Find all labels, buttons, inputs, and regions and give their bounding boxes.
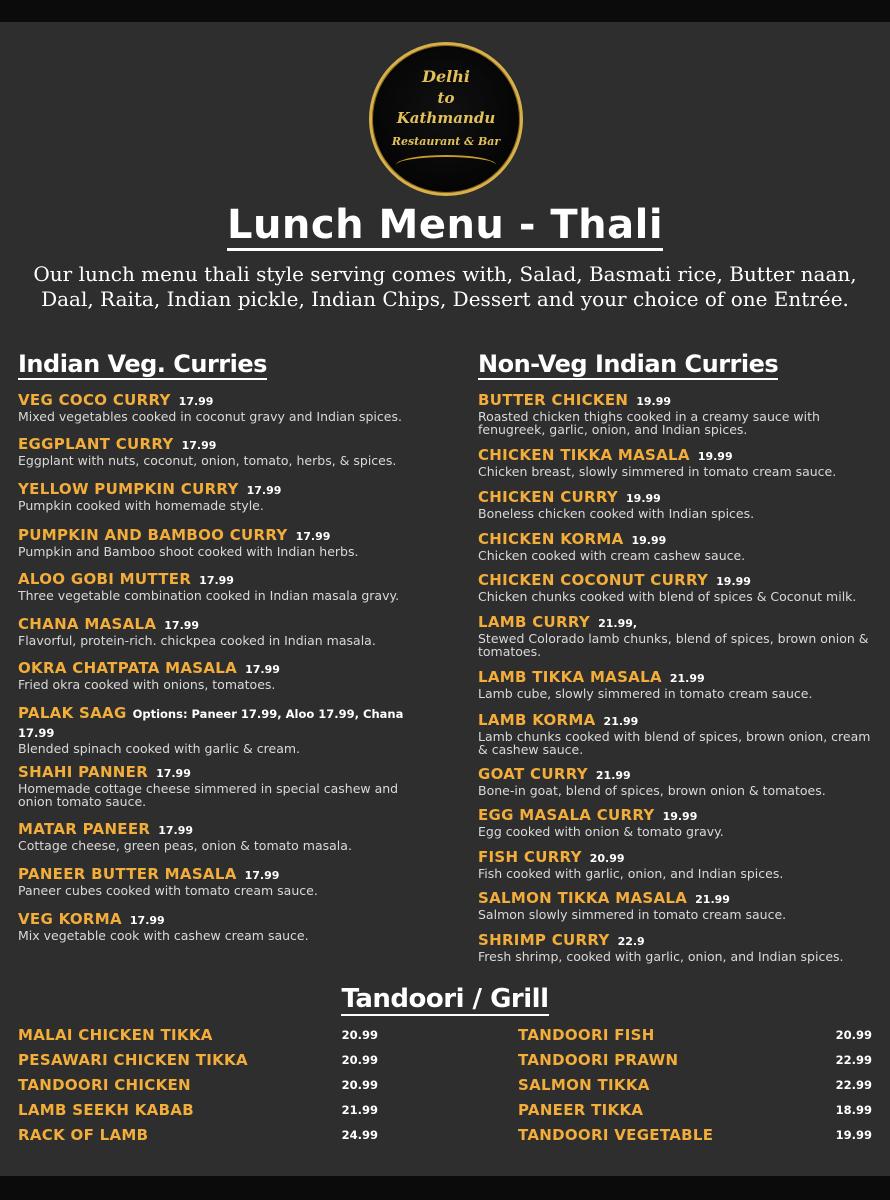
menu-item xyxy=(478,888,878,921)
item-name: CHICKEN TIKKA MASALA xyxy=(478,446,690,464)
grill-item-price: 22.99 xyxy=(835,1078,872,1092)
grill-item-price: 20.99 xyxy=(341,1028,378,1042)
menu-page xyxy=(0,22,890,1176)
item-description: Fresh shrimp, cooked with garlic, onion, and Indian spices. xyxy=(478,949,844,964)
item-name: GOAT CURRY xyxy=(478,765,588,783)
nonveg-section-heading xyxy=(478,350,778,378)
grill-item xyxy=(18,1051,378,1071)
item-price: 21.99, xyxy=(598,617,638,630)
grill-item-price: 21.99 xyxy=(341,1103,378,1117)
grill-item-price: 22.99 xyxy=(835,1053,872,1067)
item-price: 17.99 xyxy=(244,869,280,882)
item-description: Fried okra cooked with onions, tomatoes. xyxy=(18,677,276,692)
item-description: Roasted chicken thighs cooked in a creamy sauce with fenugreek, garlic, onion, and Indian spices. xyxy=(478,409,820,437)
grill-item xyxy=(18,1101,378,1121)
item-price: Options: Paneer 17.99, Aloo 17.99, Chana 17.99 xyxy=(18,707,404,740)
grill-item-name: LAMB SEEKH KABAB xyxy=(18,1101,194,1119)
item-description: Chicken cooked with cream cashew sauce. xyxy=(478,548,746,563)
restaurant-logo xyxy=(369,42,523,196)
item-name: OKRA CHATPATA MASALA xyxy=(18,659,238,677)
menu-item xyxy=(478,487,878,520)
menu-item xyxy=(478,667,878,700)
item-price: 21.99 xyxy=(603,715,639,728)
item-description: Homemade cottage cheese simmered in special cashew and onion tomato sauce. xyxy=(18,781,399,809)
item-name: BUTTER CHICKEN xyxy=(478,391,629,409)
grill-item xyxy=(518,1051,872,1071)
item-name: LAMB CURRY xyxy=(478,613,591,631)
item-description: Boneless chicken cooked with Indian spices. xyxy=(478,506,755,521)
menu-item xyxy=(18,434,418,467)
item-name: EGGPLANT CURRY xyxy=(18,435,174,453)
item-price: 17.99 xyxy=(129,914,165,927)
grill-item-name: TANDOORI CHICKEN xyxy=(18,1076,191,1094)
logo-line-1: Delhi xyxy=(422,67,470,86)
item-price: 19.99 xyxy=(636,395,672,408)
grill-item xyxy=(518,1101,872,1121)
item-price: 17.99 xyxy=(199,574,234,587)
item-price: 17.99 xyxy=(158,824,194,837)
menu-item xyxy=(478,529,878,562)
item-price: 19.99 xyxy=(626,492,661,505)
item-description: Egg cooked with onion & tomato gravy. xyxy=(478,824,724,839)
grill-item-name: PESAWARI CHICKEN TIKKA xyxy=(18,1051,248,1069)
item-price: 17.99 xyxy=(156,767,191,780)
item-price: 21.99 xyxy=(595,769,631,782)
item-price: 19.99 xyxy=(662,810,698,823)
item-name: PUMPKIN AND BAMBOO CURRY xyxy=(18,526,288,544)
item-name: PANEER BUTTER MASALA xyxy=(18,865,237,883)
item-name: CHICKEN KORMA xyxy=(478,530,624,548)
item-name: LAMB TIKKA MASALA xyxy=(478,668,662,686)
item-description: Salmon slowly simmered in tomato cream sauce. xyxy=(478,907,787,922)
item-name: CHANA MASALA xyxy=(18,615,157,633)
grill-item-price: 24.99 xyxy=(341,1128,378,1142)
menu-item xyxy=(478,847,878,880)
item-name: LAMB KORMA xyxy=(478,711,596,729)
item-price: 19.99 xyxy=(631,534,667,547)
item-price: 21.99 xyxy=(669,672,705,685)
item-name: YELLOW PUMPKIN CURRY xyxy=(18,480,239,498)
logo-line-4: Restaurant & Bar xyxy=(391,135,501,148)
item-description: Eggplant with nuts, coconut, onion, tomato, herbs, & spices. xyxy=(18,453,397,468)
menu-item xyxy=(18,819,418,852)
item-price: 17.99 xyxy=(246,484,282,497)
grill-item-name: TANDOORI PRAWN xyxy=(518,1051,679,1069)
menu-item xyxy=(18,569,418,602)
grill-item xyxy=(518,1076,872,1096)
item-price: 19.99 xyxy=(697,450,733,463)
item-name: PALAK SAAG xyxy=(18,704,127,722)
menu-item xyxy=(18,479,418,512)
item-description: Lamb chunks cooked with blend of spices, brown onion, cream & cashew sauce. xyxy=(478,729,871,757)
page-title-text: Lunch Menu - Thali xyxy=(227,202,663,251)
page-title xyxy=(0,202,890,248)
menu-item xyxy=(18,762,418,808)
grill-item xyxy=(518,1126,872,1146)
item-description: Flavorful, protein-rich. chickpea cooked in Indian masala. xyxy=(18,633,376,648)
grill-item xyxy=(18,1076,378,1096)
logo-swoosh-icon xyxy=(396,155,496,175)
item-name: MATAR PANEER xyxy=(18,820,151,838)
item-name: CHICKEN CURRY xyxy=(478,488,619,506)
item-name: ALOO GOBI MUTTER xyxy=(18,570,192,588)
grill-item-name: MALAI CHICKEN TIKKA xyxy=(18,1026,213,1044)
item-description: Stewed Colorado lamb chunks, blend of spices, brown onion & tomatoes. xyxy=(478,631,869,659)
grill-item-name: PANEER TIKKA xyxy=(518,1101,644,1119)
menu-item xyxy=(18,658,418,691)
veg-heading-text: Indian Veg. Curries xyxy=(18,350,267,378)
grill-item-price: 18.99 xyxy=(835,1103,872,1117)
item-price: 17.99 xyxy=(164,619,200,632)
grill-item-price: 20.99 xyxy=(341,1053,378,1067)
menu-item xyxy=(478,445,878,478)
menu-item xyxy=(18,525,418,558)
item-price: 17.99 xyxy=(178,395,214,408)
item-description: Fish cooked with garlic, onion, and Indian spices. xyxy=(478,866,784,881)
logo-line-2: to xyxy=(437,89,455,107)
item-description: Chicken chunks cooked with blend of spices & Coconut milk. xyxy=(478,589,857,604)
menu-item xyxy=(478,390,878,436)
item-name: FISH CURRY xyxy=(478,848,582,866)
veg-section-heading xyxy=(18,350,267,378)
item-price: 17.99 xyxy=(295,530,331,543)
menu-item xyxy=(478,930,878,963)
logo-line-3: Kathmandu xyxy=(396,109,496,127)
menu-item xyxy=(18,614,418,647)
menu-item xyxy=(478,612,878,658)
item-description: Paneer cubes cooked with tomato cream sauce. xyxy=(18,883,318,898)
menu-item xyxy=(478,805,878,838)
grill-item xyxy=(518,1026,872,1046)
grill-item-name: TANDOORI FISH xyxy=(518,1026,655,1044)
item-description: Three vegetable combination cooked in Indian masala gravy. xyxy=(18,588,400,603)
item-name: SALMON TIKKA MASALA xyxy=(478,889,688,907)
tandoori-heading-text: Tandoori / Grill xyxy=(341,984,549,1014)
item-description: Mix vegetable cook with cashew cream sauce. xyxy=(18,928,309,943)
grill-item-name: RACK OF LAMB xyxy=(18,1126,149,1144)
grill-item-price: 20.99 xyxy=(341,1078,378,1092)
item-name: EGG MASALA CURRY xyxy=(478,806,655,824)
menu-item xyxy=(18,864,418,897)
item-description: Blended spinach cooked with garlic & cream. xyxy=(18,741,301,756)
nonveg-heading-text: Non-Veg Indian Curries xyxy=(478,350,779,378)
item-price: 19.99 xyxy=(716,575,751,588)
item-description: Chicken breast, slowly simmered in tomato cream sauce. xyxy=(478,464,837,479)
item-name: VEG KORMA xyxy=(18,910,122,928)
item-name: SHAHI PANNER xyxy=(18,763,149,781)
item-description: Bone-in goat, blend of spices, brown onion & tomatoes. xyxy=(478,783,826,798)
item-price: 20.99 xyxy=(589,852,625,865)
grill-item xyxy=(18,1026,378,1046)
item-description: Cottage cheese, green peas, onion & tomato masala. xyxy=(18,838,352,853)
grill-item-price: 19.99 xyxy=(835,1128,872,1142)
item-description: Pumpkin and Bamboo shoot cooked with Indian herbs. xyxy=(18,544,359,559)
item-description: Lamb cube, slowly simmered in tomato cream sauce. xyxy=(478,686,813,701)
menu-item xyxy=(18,703,418,755)
grill-item-price: 20.99 xyxy=(835,1028,872,1042)
grill-item-name: SALMON TIKKA xyxy=(518,1076,650,1094)
item-price: 22.9 xyxy=(617,935,645,948)
menu-item xyxy=(18,390,418,423)
item-price: 21.99 xyxy=(695,893,730,906)
grill-item xyxy=(18,1126,378,1146)
menu-item xyxy=(478,764,878,797)
item-name: SHRIMP CURRY xyxy=(478,931,610,949)
intro-text: Our lunch menu thali style serving comes with, Salad, Basmati rice, Butter naan, Daal, Raita, Indian pickle, Indian Chips, Dessert and your choice of one Entrée. xyxy=(33,262,857,311)
tandoori-section-heading xyxy=(0,984,890,1014)
item-price: 17.99 xyxy=(181,439,217,452)
menu-item xyxy=(478,570,878,603)
item-description: Pumpkin cooked with homemade style. xyxy=(18,498,264,513)
item-price: 17.99 xyxy=(245,663,280,676)
item-name: VEG COCO CURRY xyxy=(18,391,171,409)
item-name: CHICKEN COCONUT CURRY xyxy=(478,571,709,589)
grill-item-name: TANDOORI VEGETABLE xyxy=(518,1126,714,1144)
menu-item xyxy=(18,909,418,942)
item-description: Mixed vegetables cooked in coconut gravy and Indian spices. xyxy=(18,409,402,424)
menu-item xyxy=(478,710,878,756)
